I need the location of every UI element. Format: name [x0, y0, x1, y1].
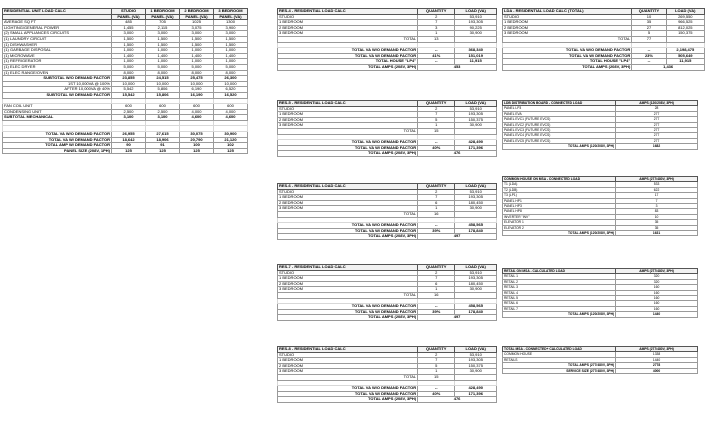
table-row: AVERAGE SQ FT 485 705 1025 1300: [3, 20, 248, 26]
table-row: RETAIL 4 160: [503, 290, 698, 295]
res-block: [277, 183, 497, 240]
res-block: [277, 8, 497, 71]
table-row: T1 (LDA) 533: [503, 182, 698, 187]
table-row: TOTAL VA W/O DEMAND FACTOR 26,955 27,615 30,075 30,900: [3, 132, 248, 138]
unit-first10-row: 1ST 10,000VA @ 100% 10,000 10,000 10,000 10,000: [3, 81, 248, 87]
table-row: PANEL EVC1 (FUTURE EVCS) 277: [503, 117, 698, 122]
res-w-demand-row: TOTAL VA W/ DEMAND FACTOR 23% 505,649: [503, 53, 705, 59]
unit-load-calc-table: [2, 8, 247, 154]
table-row: (2) SMALL APPLIANCES CIRCUITS 3,000 3,000 3,000 3,000: [3, 31, 248, 37]
res-w-demand-row: TOTAL VA W/ DEMAND FACTOR 39% 178,840: [278, 309, 497, 315]
table-row: ELEVATOR 2 35: [503, 225, 698, 230]
table-row: (1) MICROWAVE 1,400 1,400 1,400 1,400: [3, 53, 248, 59]
table-row: 3 BEDROOM 1 30,900: [278, 369, 497, 375]
table-row: PANEL HP1 7: [503, 198, 698, 203]
unit-mech-subtotal-row: SUBTOTAL MECHANICAL 3,100 3,100 4,600 4,600: [3, 115, 248, 121]
res-wo-demand-row: TOTAL VA W/O DEMAND FACTOR -- 428,490: [278, 386, 497, 392]
table-row: 2 BEDROOM 5 150,375: [278, 363, 497, 369]
table-row: 2 BEDROOM 5 150,375: [278, 117, 497, 123]
amps-header-row: RETAIL ON MSA - CALCULATED LOAD AMPS (277/480V, 3PH): [503, 269, 698, 274]
res-total-row: TOTAL 16: [278, 292, 497, 298]
table-row: PANEL EVC5 (FUTURE EVCS) 277: [503, 138, 698, 143]
res-header-row: LDA - RESIDENTIAL LOAD CALC (TOTAL) QUANTITY LOAD (VA): [503, 9, 705, 15]
res-amps-row: TOTAL AMPS (208V, 3PH) 1,436: [503, 64, 705, 70]
unit-mech-rows: [3, 104, 248, 115]
amps-header-row: LDB DISTRIBUTION BOARD - CONNECTED LOAD AMPS (120/208V, 3PH): [503, 101, 698, 106]
res-w-demand-row: TOTAL VA W/ DEMAND FACTOR 39% 178,840: [278, 228, 497, 234]
table-row: PANEL LP3 28: [503, 106, 698, 111]
table-row: T3 (LP1) 17: [503, 193, 698, 198]
table-row: (1) DISHWASHER 1,500 1,500 1,500 1,500: [3, 42, 248, 48]
res-total-row: TOTAL 15: [278, 374, 497, 380]
res-house-row: TOTAL HOUSE "LP4" -- 11,915: [278, 59, 497, 65]
table-row: COMMON HOUSE 1338: [503, 352, 698, 357]
amps-total-row: TOTAL AMPS (120/208V, 3PH) 1440: [503, 312, 698, 317]
table-row: TOTAL AMP W/ DEMAND FACTOR 90 91 100 102: [3, 143, 248, 149]
unit-subheader-row: PANEL (VA) PANEL (VA) PANEL (VA) PANEL (VA): [3, 14, 248, 20]
table-row: STUDIO 10 269,550: [503, 14, 705, 20]
table-row: (1) GARBAGE DISPOSAL 1,000 1,000 1,000 1,000: [3, 48, 248, 54]
res-header-row: RES-5 - RESIDENTIAL LOAD CALC QUANTITY LOAD (VA): [278, 101, 497, 107]
table-row: RETAIL 6 160: [503, 301, 698, 306]
table-row: 3 BEDROOM 1 30,900: [278, 31, 497, 37]
table-row: 2 BEDROOM 6 180,450: [278, 200, 497, 206]
unit-rows: [3, 20, 248, 76]
unit-after10-row: AFTER 10,000VA @ 40% 5,542 5,806 6,190 6,520: [3, 87, 248, 93]
table-row: STUDIO 2 53,910: [278, 352, 497, 358]
table-row: 1 BEDROOM 7 193,305: [278, 358, 497, 364]
amps-total-row: TOTAL AMPS (120/208V, 3PH) 1631: [503, 231, 698, 236]
table-row: PANEL EVC2 (FUTURE EVCS) 277: [503, 122, 698, 127]
res-amps-row: TOTAL AMPS (208V, 3PH) 453: [278, 64, 497, 70]
res-total-row: TOTAL 15: [278, 128, 497, 134]
table-row: ELEVATOR 1 35: [503, 220, 698, 225]
table-row: PANEL EVA 277: [503, 111, 698, 116]
table-row: 1 BEDROOM 35 966,525: [503, 20, 705, 26]
amps-header-row: COMMON HOUSE ON MSA - CONNECTED LOAD AMPS (277/480V, 3PH): [503, 177, 698, 182]
table-row: (1) ELEC DRYER 5,000 5,000 5,000 5,000: [3, 64, 248, 70]
table-row: (1) ELEC RANGE/OVEN 8,000 8,000 8,000 8,000: [3, 70, 248, 76]
table-row: 2 BEDROOM 3 90,225: [278, 25, 497, 31]
table-row: PANEL EVC4 (FUTURE EVCS) 277: [503, 133, 698, 138]
table-row: 3 BEDROOM 1 30,900: [278, 206, 497, 212]
table-row: LIGHTING/GENERAL POWER 1,455 2,115 3,075 3,900: [3, 25, 248, 31]
table-row: 3 BEDROOM 1 30,900: [278, 123, 497, 129]
res-wo-demand-row: TOTAL VA W/O DEMAND FACTOR -- 428,490: [278, 140, 497, 146]
amps-header-row: TOTAL MSA - CONNECTED+ CALCULATED LOAD AMPS (277/480V, 3PH): [503, 347, 698, 352]
unit-header-row: RESIDENTIAL UNIT LOAD CALC STUDIO 1 BEDROOM 2 BEDROOM 3 BEDROOM: [3, 9, 248, 15]
table-row: 3 BEDROOM 1 30,900: [278, 287, 497, 293]
res-header-row: RES-4 - RESIDENTIAL LOAD CALC QUANTITY LOAD (VA): [278, 9, 497, 15]
table-row: PANEL EVC3 (FUTURE EVCS) 277: [503, 128, 698, 133]
res-header-row: RES-7 - RESIDENTIAL LOAD CALC QUANTITY LOAD (VA): [278, 265, 497, 271]
amps-total-row: TOTAL AMPS (277/480V, 3PH) 2778: [503, 363, 698, 368]
res-w-demand-row: TOTAL VA W/ DEMAND FACTOR 41% 151,019: [278, 53, 497, 59]
res-wo-demand-row: TOTAL VA W/O DEMAND FACTOR -- 458,565: [278, 223, 497, 229]
table-row: (1) LAUNDRY CIRCUIT 1,500 1,500 1,500 1,500: [3, 36, 248, 42]
table-row: TOTAL VA W/ DEMAND FACTOR 18,642 18,906 20,790 21,120: [3, 137, 248, 143]
table-row: RETAIL 2 320: [503, 279, 698, 284]
table-row: RETAIL 7 160: [503, 306, 698, 311]
table-row: 1 BEDROOM 7 193,305: [278, 276, 497, 282]
table-row: RETAIL 3 160: [503, 285, 698, 290]
table-row: 2 BEDROOM 27 812,025: [503, 25, 705, 31]
table-row: RETAILS 1440: [503, 357, 698, 362]
unit-total-rows: [3, 132, 248, 154]
res-w-demand-row: TOTAL VA W/ DEMAND FACTOR 40% 171,396: [278, 391, 497, 397]
res-block: [277, 346, 497, 403]
res-block: [277, 264, 497, 321]
table-row: 2 BEDROOM 6 180,450: [278, 281, 497, 287]
ldb-block: [502, 100, 698, 150]
unit-subtotal-df-row: SUBTOTAL W/ DEMAND FACTOR 15,542 15,806 16,190 16,520: [3, 92, 248, 98]
table-row: RETAIL 5 160: [503, 296, 698, 301]
res-w-demand-row: TOTAL VA W/ DEMAND FACTOR 40% 171,396: [278, 145, 497, 151]
table-row: STUDIO 2 53,910: [278, 14, 497, 20]
table-row: CONDENSING UNIT 2,500 2,500 4,000 4,000: [3, 109, 248, 115]
table-row: 1 BEDROOM 7 193,305: [278, 112, 497, 118]
msa-block: [502, 346, 698, 374]
res-block: [277, 100, 497, 157]
unit-table-title: RESIDENTIAL UNIT LOAD CALC: [3, 9, 112, 15]
table-row: STUDIO 2 53,910: [278, 270, 497, 276]
table-row: (1) REFRIGERATOR 1,000 1,000 1,000 1,000: [3, 59, 248, 65]
table-row: FAN COIL UNIT 600 600 600 600: [3, 104, 248, 110]
res-house-row: TOTAL HOUSE "LP4" -- 11,915: [503, 59, 705, 65]
res-wo-demand-row: TOTAL VA W/O DEMAND FACTOR -- 2,198,475: [503, 48, 705, 54]
res-amps-row: TOTAL AMPS (208V, 3PH) 476: [278, 397, 497, 403]
res-total-row: TOTAL 77: [503, 36, 705, 42]
unit-subtotal-row: SUBTOTAL W/O DEMAND FACTOR 23,855 24,515 25,475 26,300: [3, 76, 248, 82]
table-row: STUDIO 2 53,910: [278, 189, 497, 195]
amps-total-row: TOTAL AMPS (120/208V, 3PH) 1682: [503, 144, 698, 149]
table-row: STUDIO 2 53,910: [278, 106, 497, 112]
table-row: 3 BEDROOM 5 150,375: [503, 31, 705, 37]
res-header-row: RES-6 - RESIDENTIAL LOAD CALC QUANTITY LOAD (VA): [278, 184, 497, 190]
lda-block: [502, 8, 705, 71]
res-amps-row: TOTAL AMPS (208V, 3PH) 497: [278, 315, 497, 321]
res-total-row: TOTAL 16: [278, 211, 497, 217]
res-header-row: RES-8 - RESIDENTIAL LOAD CALC QUANTITY LOAD (VA): [278, 347, 497, 353]
table-row: PANEL HP3 3: [503, 204, 698, 209]
table-row: PANEL HP8 83: [503, 209, 698, 214]
service-size-row: SERVICE SIZE (277/480V, 3PH) 4000: [503, 368, 698, 373]
table-row: T2 (LDB) 622: [503, 187, 698, 192]
res-amps-row: TOTAL AMPS (208V, 3PH) 497: [278, 234, 497, 240]
table-row: RETAIL 1 320: [503, 274, 698, 279]
res-wo-demand-row: TOTAL VA W/O DEMAND FACTOR -- 458,565: [278, 304, 497, 310]
table-row: 1 BEDROOM 7 193,305: [278, 20, 497, 26]
res-wo-demand-row: TOTAL VA W/O DEMAND FACTOR -- 368,340: [278, 48, 497, 54]
table-row: INVERTER "INV" 10: [503, 214, 698, 219]
table-row: PANEL SIZE (208V, 1PH) 125 125 125 125: [3, 148, 248, 154]
res-amps-row: TOTAL AMPS (208V, 3PH) 476: [278, 151, 497, 157]
table-row: 1 BEDROOM 7 193,305: [278, 195, 497, 201]
res-total-row: TOTAL 13: [278, 36, 497, 42]
common-house-block: [502, 176, 698, 236]
retail-block: [502, 268, 698, 318]
